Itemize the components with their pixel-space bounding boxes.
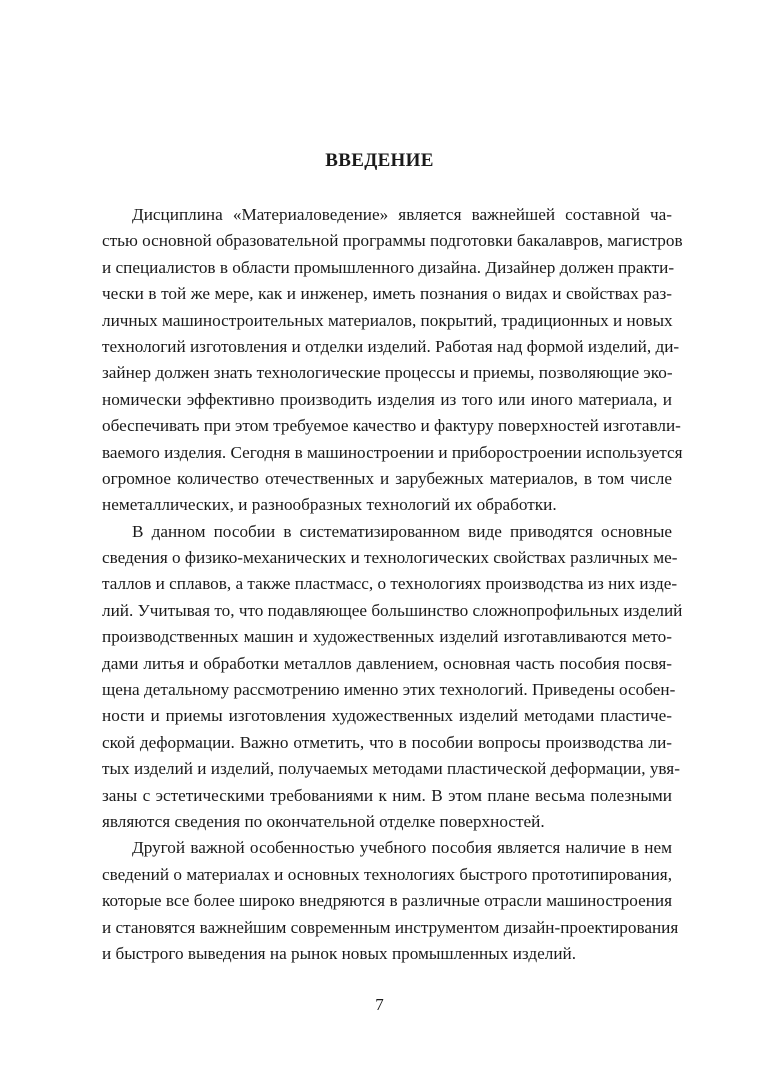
text-line: лий. Учитывая то, что подавляющее большинство сложнопрофильных изделий bbox=[102, 600, 683, 620]
text-line: обеспечивать при этом требуемое качество и фактуру поверхностей изготавли- bbox=[102, 416, 681, 436]
text-line: В данном пособии в систематизированном виде приводятся основные bbox=[132, 521, 672, 541]
page-title: ВВЕДЕНИЕ bbox=[325, 150, 434, 171]
text-line: сведений о материалах и основных технологиях быстрого прототипирования, bbox=[102, 864, 672, 884]
text-line: которые все более широко внедряются в различные отрасли машиностроения bbox=[102, 891, 672, 911]
text-line: номически эффективно производить изделия из того или иного материала, и bbox=[102, 389, 672, 409]
text-line: Другой важной особенностью учебного пособия является наличие в нем bbox=[132, 838, 672, 858]
text-line: неметаллических, и разнообразных технологий их обработки. bbox=[102, 495, 557, 515]
text-line: Дисциплина «Материаловедение» является важнейшей составной ча- bbox=[132, 205, 672, 224]
page-number: 7 bbox=[375, 995, 384, 1014]
paragraph-2 bbox=[102, 519, 683, 836]
text-line: огромное количество отечественных и зарубежных материалов, в том числе bbox=[102, 468, 672, 488]
text-line: и становятся важнейшим современным инструментом дизайн-проектирования bbox=[102, 917, 679, 937]
body-text bbox=[102, 202, 683, 967]
text-line: ности и приемы изготовления художественных изделий методами пластиче- bbox=[102, 706, 672, 726]
text-line: производственных машин и художественных изделий изготавливаются мето- bbox=[102, 627, 672, 647]
text-line: таллов и сплавов, а также пластмасс, о технологиях производства из них изде- bbox=[102, 574, 678, 594]
text-line: тых изделий и изделий, получаемых методами пластической деформации, увя- bbox=[102, 759, 680, 779]
text-line: являются сведения по окончательной отделке поверхностей. bbox=[102, 811, 545, 831]
text-line: сведения о физико-механических и технологических свойствах различных ме- bbox=[102, 548, 678, 568]
text-line: ской деформации. Важно отметить, что в пособии вопросы производства ли- bbox=[102, 732, 672, 752]
text-line: стью основной образовательной программы подготовки бакалавров, магистров bbox=[102, 231, 683, 251]
text-line: зайнер должен знать технологические процессы и приемы, позволяющие эко- bbox=[102, 363, 673, 383]
paragraph-3 bbox=[102, 835, 679, 967]
text-line: и специалистов в области промышленного дизайна. Дизайнер должен практи- bbox=[102, 257, 675, 277]
text-line: и быстрого выведения на рынок новых промышленных изделий. bbox=[102, 943, 577, 963]
text-line: чески в той же мере, как и инженер, иметь познания о видах и свойствах раз- bbox=[102, 284, 672, 304]
text-line: щена детальному рассмотрению именно этих технологий. Приведены особен- bbox=[102, 680, 676, 700]
text-line: технологий изготовления и отделки изделий. Работая над формой изделий, ди- bbox=[102, 336, 680, 356]
text-line: ваемого изделия. Сегодня в машиностроении и приборостроении используется bbox=[102, 442, 683, 462]
text-line: личных машиностроительных материалов, покрытий, традиционных и новых bbox=[102, 310, 673, 330]
text-line: заны с эстетическими требованиями к ним. В этом плане весьма полезными bbox=[102, 785, 672, 805]
text-line: дами литья и обработки металлов давлением, основная часть пособия посвя- bbox=[102, 653, 672, 673]
paragraph-1 bbox=[102, 202, 683, 519]
